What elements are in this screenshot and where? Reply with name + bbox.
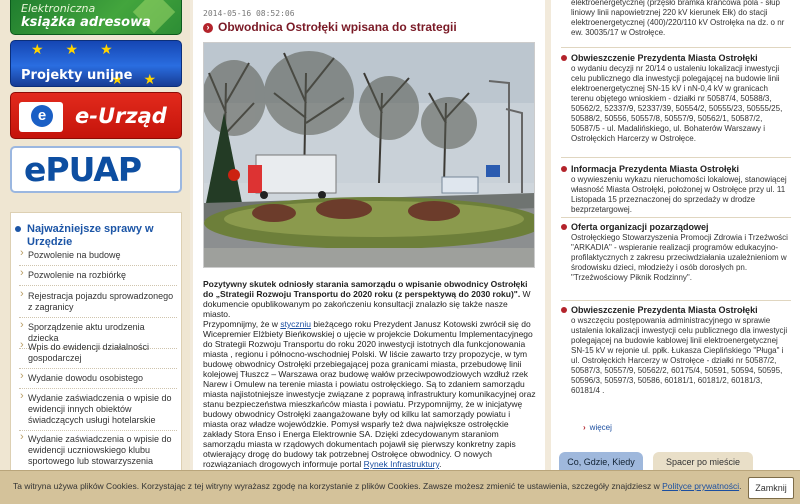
nav-item[interactable]: › Wydanie zaświadczenia o wpisie do ewidencji uczniowskiego klubu sportowego lub stowarzyszenia (19, 434, 177, 472)
cookie-text-b: . (739, 481, 742, 491)
announcement-heading: Obwieszczenie Prezydenta Miasta Ostrołęki (561, 53, 791, 63)
announcement-body: o wydaniu decyzji nr 20/14 o ustaleniu lokalizacji inwestycji celu publicznego dla inwestycji polegającej na budowie linii elektroenergetycznej SN-15 kV i nN-0,4 kV w granicach terenu objętego wnioskiem - działki nr 50587/4, 50588/3, 50562/2, 52337/9, 52337/39, 50554/2, 50555/23, 50555/25, 50588/2, 50556, 50557/8, 50557/9, 50562/1, 50587/2, 50587/5 - ul. Madalińskiego, ul. Bohaterów Warszawy i Ostrołęckich Harcerzy w Ostrołęce. (571, 64, 783, 143)
left-column (0, 0, 190, 504)
article-lead (203, 279, 537, 319)
article-text-c: . (439, 459, 442, 469)
nav-item[interactable]: › Wydanie dowodu osobistego (19, 373, 177, 389)
announcement-body: o wywieszeniu wykazu nieruchomości lokalowej, stanowiącej własność Miasta Ostrołęki, położonej w Ostrołęce przy ul. 11 Listopada 15 przeznaczonej do sprzedaży w drodze bezprzetargowej. (571, 175, 787, 214)
e-urzad-label: e-Urząd (75, 104, 167, 128)
eu-projects-label: Projekty unijne (21, 68, 133, 83)
eu-projects-banner[interactable] (10, 40, 182, 87)
announcement[interactable] (561, 222, 791, 283)
article-text-a: Przypomnijmy, że w (203, 319, 281, 329)
announcement-heading: Oferta organizacji pozarządowej (561, 222, 791, 232)
article-body (203, 279, 537, 469)
more-link[interactable]: › więcej (583, 423, 612, 432)
tab-what-where-when[interactable]: Co, Gdzie, Kiedy (559, 452, 643, 474)
e-urzad-banner[interactable] (10, 92, 182, 139)
address-book-banner[interactable] (10, 0, 182, 35)
nav-item[interactable]: › Wydanie zaświadczenia o wpisie do ewidencji innych obiektów świadczących usługi hotelarskie (19, 393, 177, 431)
article-lead-rest: W dokumencie opublikowanym po zakończeniu konsultacji znalazło się także nasze miasto. (203, 289, 531, 319)
nav-heading (19, 223, 179, 249)
nav-item[interactable]: › Pozwolenie na rozbiórkę (19, 270, 177, 286)
cookie-text (13, 481, 741, 491)
divider (561, 300, 791, 301)
announcement[interactable] (561, 305, 791, 396)
article-photo (203, 42, 535, 268)
address-book-banner-line2: książka adresowa (21, 15, 151, 30)
divider (561, 157, 791, 158)
eu-stars-icon: ★★★ (31, 41, 135, 57)
announcement-body: Ostrołęckiego Stowarzyszenia Promocji Zdrowia i Trzeźwości "ARKADIA" - wspieranie realizacji programów edukacyjno-profilaktycznych z zakresu przeciwdziałania uzależnieniom w środowisku dzieci, młodzieży i osób dorosłych pn. "Trzeźwościowy Piknik Rodzinny". (571, 233, 788, 282)
address-book-banner-line1: Elektroniczna (21, 2, 96, 15)
divider (561, 217, 791, 218)
article-column (193, 0, 545, 504)
close-cookie-button[interactable]: Zamknij (748, 477, 794, 499)
nav-item[interactable]: › Rejestracja pojazdu sprowadzonego z zagranicy (19, 291, 177, 318)
tab-city-walk[interactable]: Spacer po mieście (653, 452, 753, 474)
article-text-b: bieżącego roku Prezydent Janusz Kotowski zwrócił się do Wicepremier Elżbiety Bieńkowskiej o ujęcie w projekcie Dokumentu Implementacyjnego do Strategii Rozwoju Transportu do roku 2020 inwestycji istotnych dla funkcjonowania miasta , regionu i północno-wschodniej Polski. W liście zawarto trzy propozycje, w tym budowę obwodnicy Ostrołęki przebiegającej poza granicami miasta, przebudowę linii kolejowej Tłuszcz – Warszawa oraz budowę wałów przeciwpowodziowych wzdłuż rzek Narew i Omulew na terenie miasta i powiatu ostrołęckiego. Są to zdaniem samorządu miasta najistotniejsze inwestycje związane z poprawą infrastruktury komunikacyjnej oraz stanu bezpieczeństwa mieszkańców miasta i powiatu. Przypomnijmy, że w inicjatywę budowy obwodnicy Ostrołęki zaangażowane były od kilku lat samorządy powiatu i miasta oraz władze wojewódzkie. Pomysł wsparły też dwa największe ostrołęckie zakłady Stora Enso i Energa Elektrownie SA. Dzięki zdecydowanym staraniom samorządu miasta w rządowych dokumentach pojawił się pierwszy konkretny zapis otwierający drogę do budowy tak potrzebnej Ostrołęce obwodnicy. O nowych rozwiązaniach drogowych informuje portal (203, 319, 536, 469)
nav-item[interactable]: › Wpis do ewidencji działalności gospodarczej (19, 342, 177, 369)
announcement-heading: Obwieszczenie Prezydenta Miasta Ostrołęki (561, 305, 791, 315)
announcement-body: o wszczęciu postępowania administracyjnego w sprawie ustalenia lokalizacji inwestycji celu publicznego dla inwestycji polegającej na budowie kablowej linii elektroenergetycznej SN-15 kV w rejonie ul. ppłk. Łukasza Cieplińskiego "Pługa" i ul. Ostrołęckich Harcerzy w Ostrołęce - działki nr 50587/2, 50587/3, 50557/9, 50562/2, 60175/4, 50591, 50594, 50595, 50596/3, 50597/3, 50586, 60181/1, 60181/2, 60181/3, 60181/4 . (571, 316, 788, 395)
epuap-banner[interactable] (10, 146, 182, 193)
privacy-policy-link[interactable]: Polityce prywatności (662, 481, 740, 491)
road-photo-illustration (204, 43, 535, 268)
cookie-bar (0, 470, 800, 504)
epuap-logo (24, 150, 141, 189)
nav-item[interactable]: › Sporządzenie aktu urodzenia dziecka (19, 322, 177, 349)
january-link[interactable]: styczniu (280, 319, 312, 329)
article-paragraph (203, 319, 537, 469)
nav-heading-text: Najważniejsze sprawy w Urzędzie (27, 223, 154, 248)
nav-item[interactable]: › Pozwolenie na budowę (19, 250, 177, 266)
article-date: 2014-05-16 08:52:06 (203, 9, 295, 18)
article-title[interactable]: › Obwodnica Ostrołęki wpisana do strategii (203, 20, 457, 34)
eu-stars-icon-lower: ★★ (111, 71, 177, 87)
announcements-column (551, 0, 800, 470)
announcement[interactable] (561, 0, 791, 38)
cookie-text-a: Ta witryna używa plików Cookies. Korzystając z tej witryny wyrażasz zgodę na korzystanie z plików Cookies. Zawsze możesz zmienić te ustawienia, szczegóły znajdziesz w (13, 481, 663, 491)
important-matters-nav (10, 212, 182, 504)
article-lead-bold: Pozytywny skutek odniosły starania samorządu o wpisanie obwodnicy Ostrołęki do „Strategii Rozwoju Transportu do 2020 roku (z perspektywą do 2030 roku)". (203, 279, 528, 299)
announcement-heading: Informacja Prezydenta Miasta Ostrołęki (561, 164, 791, 174)
divider (561, 47, 791, 48)
announcement[interactable] (561, 164, 791, 215)
rynek-infrastruktury-link[interactable]: Rynek Infrastruktury (363, 459, 440, 469)
envelope-icon: e (19, 102, 63, 132)
epuap-logo-e: e (24, 150, 46, 189)
announcement[interactable] (561, 53, 791, 144)
epuap-logo-rest: PUAP (45, 150, 142, 189)
announcement-body: elektroenergetycznej (przęsło bramka krańcowa pola - słup liniowy linii napowietrznej 220 kV kierunek Ełk) do stacji elektroenergetycznej (400)/220/110 kV Ostrołęka na dz. o nr ew. 30035/17 w Ostrołęce. (571, 0, 785, 37)
